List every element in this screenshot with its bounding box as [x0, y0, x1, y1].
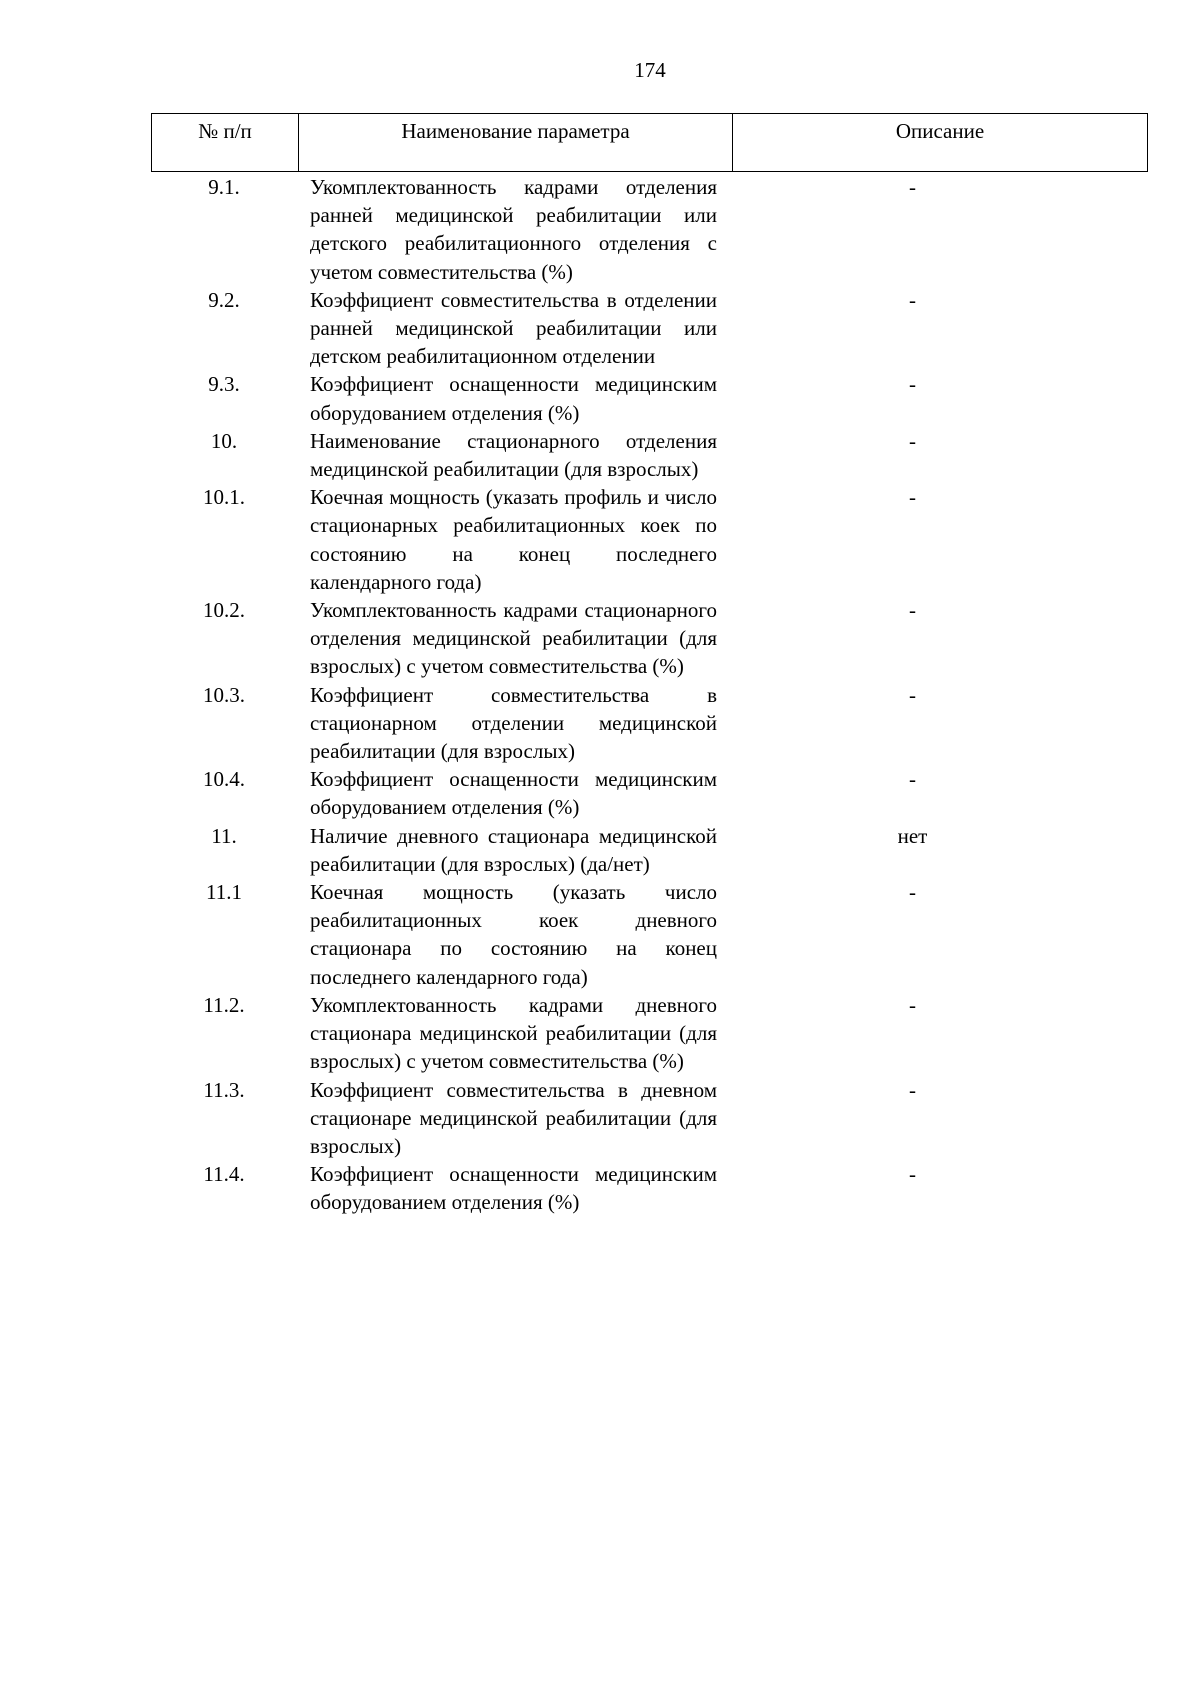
- row-description: -: [909, 682, 916, 707]
- row-description: -: [909, 880, 916, 905]
- header-number: [152, 114, 298, 171]
- row-parameter-name: Укомплектованность кадрами стационарного отделения медицинской реабилитации (для взрослых) с учетом совместительства (%): [310, 598, 717, 679]
- row-number: 10.: [210, 428, 238, 453]
- row-number: 11.: [211, 823, 237, 848]
- row-parameter-name: Коэффициент совместительства в стационарном отделении медицинской реабилитации (для взрослых): [310, 682, 717, 764]
- row-parameter-name: Коэффициент оснащенности медицинским оборудованием отделения (%): [310, 372, 717, 425]
- table-row: [151, 596, 1148, 681]
- header-parameter-name: Наименование параметра: [298, 114, 732, 171]
- table-row: [151, 822, 1148, 878]
- row-parameter-name: Коэффициент совместительства в отделении ранней медицинской реабилитации или детском реабилитационном отделении: [310, 287, 717, 369]
- row-number: 9.3.: [208, 372, 240, 397]
- table-header: [151, 113, 1148, 172]
- row-number: 10.1.: [203, 485, 245, 510]
- row-description: -: [909, 485, 916, 510]
- row-parameter-name: Укомплектованность кадрами отделения ранней медицинской реабилитации или детского реабилитационного отделения с учетом совместительства (%): [310, 175, 717, 284]
- row-description: -: [909, 598, 916, 623]
- row-parameter-name: Коечная мощность (указать профиль и число стационарных реабилитационных коек по состоянию на конец последнего календарного года): [310, 485, 717, 594]
- row-description: -: [909, 767, 916, 792]
- header-description: Описание: [732, 114, 1147, 171]
- row-description: нет: [897, 823, 928, 848]
- table-row: [151, 286, 1148, 371]
- row-description: -: [909, 287, 916, 312]
- row-number: 10.2.: [203, 598, 245, 623]
- row-number: 11.1: [206, 880, 242, 905]
- row-number: 11.3.: [203, 1077, 245, 1102]
- row-number: 10.3.: [203, 682, 245, 707]
- row-number: 10.4.: [203, 767, 245, 792]
- row-number: 11.4.: [203, 1162, 245, 1187]
- row-number: 9.2.: [208, 287, 240, 312]
- table-row: [151, 765, 1148, 821]
- row-number: 9.1.: [208, 175, 240, 199]
- header-number-label: № п/п: [198, 119, 252, 143]
- row-parameter-name: Коечная мощность (указать число реабилитационных коек дневного стационара по состоянию на конец последнего календарного года): [310, 880, 717, 989]
- page-number: 174: [634, 58, 666, 82]
- table-row: [151, 483, 1148, 596]
- row-parameter-name: Коэффициент совместительства в дневном стационаре медицинской реабилитации (для взрослых): [310, 1077, 717, 1158]
- row-parameter-name: Укомплектованность кадрами дневного стационара медицинской реабилитации (для взрослых) с учетом совместительства (%): [310, 992, 717, 1074]
- row-description: -: [909, 175, 916, 199]
- row-parameter-name: Коэффициент оснащенности медицинским оборудованием отделения (%): [310, 767, 717, 820]
- table-row: [151, 1160, 1148, 1216]
- table-body: [151, 173, 1148, 1217]
- row-description: -: [909, 1077, 916, 1102]
- row-parameter-name: Наименование стационарного отделения медицинской реабилитации (для взрослых): [310, 428, 717, 482]
- table-row: [151, 681, 1148, 766]
- table-row: [151, 991, 1148, 1076]
- row-parameter-name: Наличие дневного стационара медицинской реабилитации (для взрослых) (да/нет): [310, 823, 717, 876]
- row-parameter-name: Коэффициент оснащенности медицинским оборудованием отделения (%): [310, 1162, 717, 1215]
- row-description: -: [909, 428, 916, 453]
- table-row: [151, 173, 1148, 286]
- table-row: [151, 878, 1148, 991]
- row-number: 11.2.: [203, 992, 245, 1017]
- row-description: -: [909, 372, 916, 397]
- table-row: [151, 1076, 1148, 1161]
- row-description: -: [909, 992, 916, 1017]
- table-row: [151, 370, 1148, 426]
- table-row: [151, 427, 1148, 483]
- row-description: -: [909, 1162, 916, 1187]
